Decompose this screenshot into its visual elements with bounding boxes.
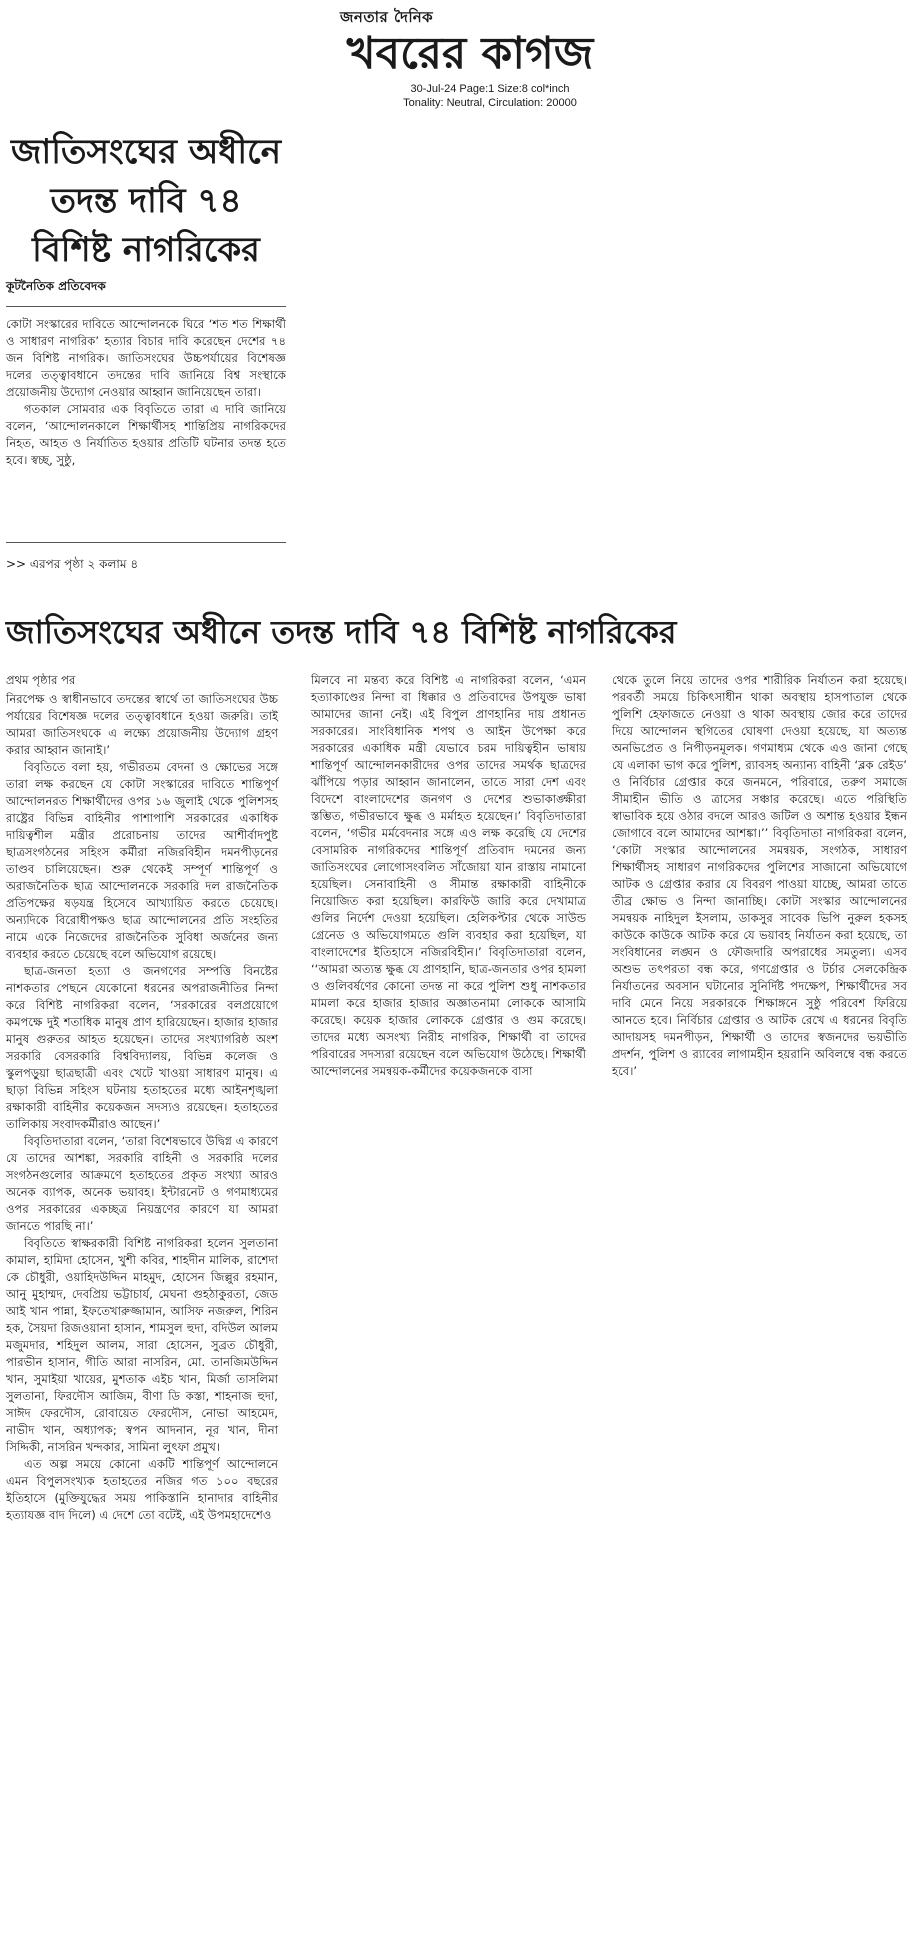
masthead: [320, 6, 620, 79]
jump-line: >> এরপর পৃষ্ঠা ২ কলাম ৪: [6, 557, 139, 571]
article-column-2: [311, 672, 586, 1172]
paragraph: বিবৃতিতে স্বাক্ষরকারী বিশিষ্ট নাগরিকরা হলেন সুলতানা কামাল, হামিদা হোসেন, খুশী কবির, শাহদীন মালিক, রাশেদা কে চৌধুরী, ওয়াহিদউদ্দিন মাহমুদ, হোসেন জিল্লুর রহমান, আনু মুহাম্মদ, দেবপ্রিয় ভট্টাচার্য, মেঘনা গুহঠাকুরতা, জেড আই খান পান্না, ইফতেখারুজ্জামান, আসিফ নজরুল, শিরিন হক, সৈয়দা রিজওয়ানা হাসান, শামসুল হুদা, বদিউল আলম মজুমদার, শহিদুল আলম, সারা হোসেন, সুব্রত চৌধুরী, পারভীন হাসান, গীতি আরা নাসরিন, মো. তানজিমউদ্দিন খান, সুমাইয়া খায়ের, মুশতাক এইচ খান, মির্জা তাসলিমা সুলতানা, ফিরদৌস আজিম, বীণা ডি কস্তা, শাহনাজ হুদা, সাঈদ ফেরদৌস, রোবায়েত ফেরদৌস, নোভা আহমেদ, নাভীদ খান, অধ্যাপক; স্বপন আদনান, নূর খান, দীনা সিদ্দিকী, নাসরিন খন্দকার, সামিনা লুৎফা প্রমুখ।: [6, 1236, 278, 1454]
headline-line: তদন্ত দাবি ৭৪: [50, 181, 242, 221]
paragraph: থেকে তুলে নিয়ে তাদের ওপর শারীরিক নির্যাতন করা হয়েছে। পরবর্তী সময়ে চিকিৎসাধীন থাকা অবস্থায় হাসপাতাল থেকে পুলিশি হেফাজতে নেওয়া ও থাকা অবস্থায় জোর করে তাদের দিয়ে আন্দোলন স্থগিতের ঘোষণা দেওয়া হয়েছে, যা অত্যন্ত অনভিপ্রেত ও নিপীড়নমূলক। গণমাধ্যম থেকে এও জানা গেছে যে এলাকা ভাগ করে পুলিশ, র‍্যাবসহ অন্যান্য বাহিনী ‘ব্লক রেইড’ ও নির্বিচার গ্রেপ্তার করে জনমনে, পরিবারে, তরুণ সমাজে সীমাহীন ভীতি ও ত্রাসের সঞ্চার করেছে। এতে পরিস্থিতি স্বাভাবিক হয়ে ওঠার বদলে আরও জটিল ও অশান্ত হওয়ার ইন্ধন জোগাবে বলে আমাদের আশঙ্কা।’’ বিবৃতিদাতা নাগরিকরা বলেন, ‘কোটা সংস্কার আন্দোলনের সমন্বয়ক, সংগঠক, সাধারণ শিক্ষার্থীসহ সাধারণ নাগরিকদের পুলিশের সাজানো অভিযোগে আটক ও গ্রেপ্তার করার যে বিবরণ পাওয়া যাচ্ছে, আমরা তাতে তীব্র ক্ষোভ ও নিন্দা জানাচ্ছি। কোটা সংস্কার আন্দোলনের সমন্বয়ক নাহিদুল ইসলাম, ডাকসুর সাবেক ভিপি নুরুল হকসহ কাউকে কাউকে আটক করে যে ভয়াবহ নির্যাতন করা হয়েছে, তা সংবিধানের লঙ্ঘন ও ফৌজদারি অপরাধের সমতুল্য। এসব অশুভ তৎপরতা বন্ধ করে, গণগ্রেপ্তার ও টর্চার সেলকেন্দ্রিক নির্যাতনের অবসান ঘটানোর সুনির্দিষ্ট পদক্ষেপ, শিক্ষার্থীদের সব দাবি মেনে নিয়ে সরকারকে শিক্ষাঙ্গনে সুষ্ঠু পরিবেশ ফিরিয়ে আনতে হবে। নির্বিচার গ্রেপ্তার ও আটক রেখে এ ধরনের বিবৃতি আদায়সহ দমনপীড়ন, শিক্ষার্থী ও তাদের স্বজনদের ভয়ভীতি প্রদর্শন, পুলিশ ও র‍্যাবের লাগামহীন হয়রানি অবিলম্বে বন্ধ করতে হবে।’: [612, 673, 907, 1078]
masthead-logo: খবরের কাগজ: [346, 28, 594, 79]
paragraph: এত অল্প সময়ে কোনো একটি শান্তিপূর্ণ আন্দোলনে এমন বিপুলসংখ্যক হতাহতের নজির গত ১০০ বছরের ইতিহাসে (মুক্তিযুদ্ধের সময় পাকিস্তানি হানাদার বাহিনীর হত্যাযজ্ঞ বাদ দিলে) এ দেশে তো বটেই, এই উপমহাদেশেও: [6, 1457, 278, 1522]
byline: কূটনৈতিক প্রতিবেদক: [6, 279, 106, 293]
clip-meta: [360, 82, 620, 110]
lead-story: [6, 316, 286, 538]
divider: [6, 542, 286, 543]
continuation-headline: জাতিসংঘের অধীনে তদন্ত দাবি ৭৪ বিশিষ্ট নাগরিকের: [6, 613, 677, 651]
paragraph: নিরপেক্ষ ও স্বাধীনভাবে তদন্তের স্বার্থে তা জাতিসংঘের উচ্চ পর্যায়ের বিশেষজ্ঞ দলের তত্ত্বাবধানে হওয়া জরুরি। তাই আমরা জাতিসংঘকে এ লক্ষ্যে প্রয়োজনীয় উদ্যোগ গ্রহণ করার আহ্বান জানাই।’: [6, 692, 278, 757]
divider: [6, 306, 286, 307]
article-column-3: [612, 672, 907, 1078]
paragraph: বিবৃতিদাতারা বলেন, ‘তারা বিশেষভাবে উদ্বিগ্ন এ কারণে যে তাদের আশঙ্কা, সরকারি বাহিনী ও সরকারি দলের সংগঠনগুলোর আক্রমণে হতাহতের প্রকৃত সংখ্যা আরও অনেক ব্যাপক, অনেক ভয়াবহ। ইন্টারনেট ও গণমাধ্যমের ওপর সরকারের একচ্ছত্র নিয়ন্ত্রণের কারণে যা আমরা জানতে পারছি না।’: [6, 1134, 278, 1233]
clip-meta-date-size: 30-Jul-24 Page:1 Size:8 col*inch: [410, 83, 570, 95]
paragraph: বিবৃতিতে বলা হয়, গভীরতম বেদনা ও ক্ষোভের সঙ্গে তারা লক্ষ করছেন যে কোটা সংস্কারের দাবিতে শান্তিপূর্ণ আন্দোলনরত শিক্ষার্থীদের ওপর ১৬ জুলাই থেকে পুলিশসহ রাষ্ট্রের বিভিন্ন বাহিনীর পাশাপাশি সরকারের একাধিক দায়িত্বশীল মন্ত্রীর প্ররোচনায় তাদের আশীর্বাদপুষ্ট ছাত্রসংগঠনের সহিংস কর্মীরা নজিরবিহীন দমনপীড়নের তাণ্ডব চালিয়েছেন। শুরু থেকেই সম্পূর্ণ শান্তিপূর্ণ ও অরাজনৈতিক ছাত্র আন্দোলনকে সরকারি দল রাজনৈতিক প্রতিপক্ষের ষড়যন্ত্র হিসেবে আখ্যায়িত করতে চেয়েছে। অন্যদিকে বিরোধীপক্ষও ছাত্র আন্দোলনের প্রতি সংহতির নামে একে নিজেদের রাজনৈতিক সুবিধা অর্জনের জন্য ব্যবহার করতে চেয়েছে বলে অভিযোগ রয়েছে।: [6, 760, 278, 961]
headline-line: বিশিষ্ট নাগরিকের: [32, 230, 260, 270]
paragraph: কোটা সংস্কারের দাবিতে আন্দোলনকে ঘিরে ‘শত শত শিক্ষার্থী ও সাধারণ নাগরিক’ হত্যার বিচার দাবি করেছেন দেশের ৭৪ জন বিশিষ্ট নাগরিক। জাতিসংঘের উচ্চপর্যায়ের বিশেষজ্ঞ দলের তত্ত্বাবধানে তদন্তের দাবি জানিয়ে বিশ্ব সংস্থাকে প্রয়োজনীয় উদ্যোগ নেওয়ার আহ্বান জানিয়েছেন তারা।: [6, 317, 286, 399]
front-page-headline: [6, 128, 286, 275]
continued-from-label: প্রথম পৃষ্ঠার পর: [6, 673, 76, 687]
paragraph: গতকাল সোমবার এক বিবৃতিতে তারা এ দাবি জানিয়ে বলেন, ‘আন্দোলনকালে শিক্ষার্থীসহ শান্তিপ্রিয় নাগরিকদের নিহত, আহত ও নির্যাতিত হওয়ার প্রতিটি ঘটনার তদন্ত হতে হবে। স্বচ্ছ, সুষ্ঠু,: [6, 402, 286, 467]
article-column-1: [6, 672, 278, 1950]
masthead-tagline: জনতার দৈনিক: [340, 8, 434, 26]
headline-line: জাতিসংঘের অধীনে: [11, 132, 281, 172]
clip-meta-tonality: Tonality: Neutral, Circulation: 20000: [403, 97, 577, 109]
paragraph: ছাত্র-জনতা হত্যা ও জনগণের সম্পত্তি বিনষ্টের নাশকতার পেছনে যেকোনো ধরনের অপরাজনীতির নিন্দা করে বিশিষ্ট নাগরিকরা বলেন, ‘সরকারের বলপ্রয়োগে কমপক্ষে দুই শতাধিক মানুষ প্রাণ হারিয়েছেন। হাজার হাজার মানুষ গুরুতর আহত হয়েছেন। তাদের সংখ্যাগরিষ্ঠ অংশ সরকারি বেসরকারি বিশ্ববিদ্যালয়, বিভিন্ন কলেজ ও স্কুলপড়ুয়া ছাত্রছাত্রী এবং খেটে খাওয়া সাধারণ মানুষ। এ ছাড়া বিভিন্ন সহিংস ঘটনায় হতাহতের মধ্যে আইনশৃঙ্খলা রক্ষাকারী বাহিনীর কয়েকজন সদস্যও রয়েছেন। হতাহতের তালিকায় সংবাদকর্মীরাও আছেন।’: [6, 964, 278, 1131]
paragraph: মিলবে না মন্তব্য করে বিশিষ্ট এ নাগরিকরা বলেন, ‘এমন হত্যাকাণ্ডের নিন্দা বা ধিক্কার ও প্রতিবাদের উপযুক্ত ভাষা আমাদের জানা নেই। এই বিপুল প্রাণহানির দায় প্রধানত সরকারের। সাংবিধানিক শপথ ও আইন উপেক্ষা করে সরকারের একাধিক মন্ত্রী যেভাবে চরম দায়িত্বহীন ভাষায় শান্তিপূর্ণ আন্দোলনকারীদের ওপর তাদের সমর্থক ছাত্রদের ঝাঁপিয়ে পড়ার আহ্বান জানালেন, তাতে সারা দেশ এবং বিদেশে বাংলাদেশের জনগণ ও দেশের শুভাকাঙ্ক্ষীরা স্তম্ভিত, গভীরভাবে ক্ষুব্ধ ও মর্মাহত হয়েছেন।’ বিবৃতিদাতারা বলেন, ‘গভীর মর্মবেদনার সঙ্গে এও লক্ষ করেছি যে দেশের বেসামরিক নাগরিকদের শান্তিপূর্ণ প্রতিবাদ দমনের জন্য জাতিসংঘের লোগোসংবলিত সাঁজোয়া যান রাস্তায় নামানো হয়েছিল। সেনাবাহিনী ও সীমান্ত রক্ষাকারী বাহিনীকে নিয়োজিত করা হয়েছিল। কারফিউ জারি করে দেখামাত্র গুলির নির্দেশ দেওয়া হয়েছিল। হেলিকপ্টার থেকে সাউন্ড গ্রেনেড ও অভিযোগমতে গুলি ব্যবহার করা হয়েছিল, যা বাংলাদেশের ইতিহাসে নজিরবিহীন।’ বিবৃতিদাতারা বলেন, ‘‘আমরা অত্যন্ত ক্ষুব্ধ যে প্রাণহানি, ছাত্র-জনতার ওপর হামলা ও গুলিবর্ষণের কোনো তদন্ত না করে পুলিশ শুধু নাশকতার মামলা করে হাজার হাজার অজ্ঞাতনামা লোককে আসামি করেছে। কয়েক হাজার লোককে গ্রেপ্তার ও গুম করেছে। তাদের মধ্যে অসংখ্য নিরীহ নাগরিক, শিক্ষার্থী বা তাদের পরিবারের সদস্যরা রয়েছেন বলে অভিযোগ উঠেছে। শিক্ষার্থী আন্দোলনের সমন্বয়ক-কর্মীদের কয়েকজনকে বাসা: [311, 673, 586, 1078]
